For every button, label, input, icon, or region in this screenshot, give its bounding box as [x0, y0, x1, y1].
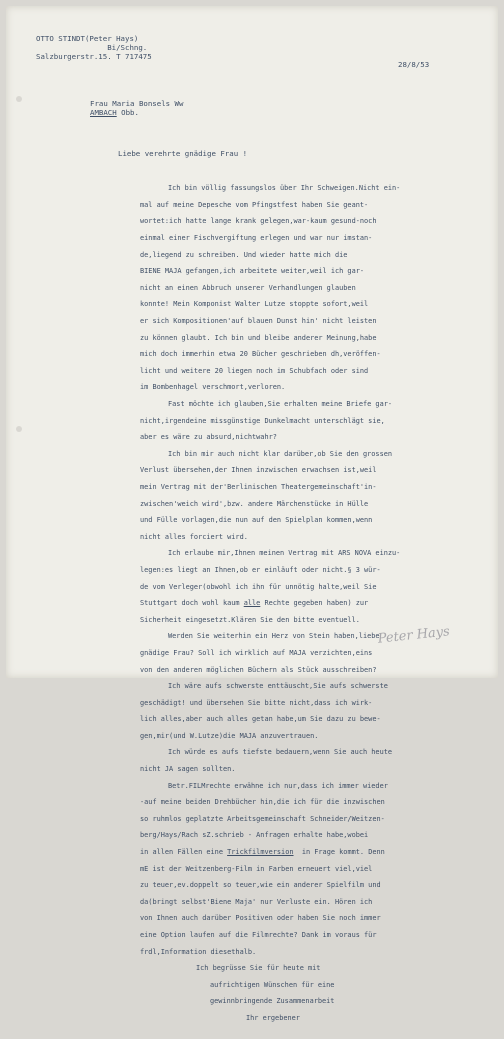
body-line: nicht alles forciert wird.	[140, 532, 248, 541]
body-line: konnte! Mein Komponist Walter Lutze stoppte sofort,weil	[140, 300, 369, 309]
body-line: er sich Kompositionen'auf blauen Dunst hin' nicht leisten	[140, 317, 377, 326]
body-line: de,liegend zu schreiben. Und wieder hatte mich die	[140, 250, 348, 259]
body-line: lich alles,aber auch alles getan habe,um Sie dazu zu bewe-	[140, 715, 381, 724]
recipient-region: Obb.	[116, 108, 139, 118]
recipient-name: Frau Maria Bonsels Ww	[90, 99, 184, 108]
body-line: Ich bin völlig fassungslos über Ihr Schweigen.Nicht ein-	[168, 184, 401, 193]
closing-line: gewinnbringende Zusammenarbeit	[210, 997, 335, 1006]
recipient-city-line	[90, 108, 183, 117]
body-line: von den anderen möglichen Büchern als Stück ausschreiben?	[140, 665, 377, 674]
body-line	[140, 848, 400, 856]
letter-page	[6, 6, 498, 1022]
punch-hole	[16, 426, 22, 432]
sender-name: OTTO STINDT(Peter Hays)	[36, 34, 139, 43]
body-line: -auf meine beiden Drehbücher hin,die ich für die inzwischen	[140, 798, 385, 807]
body-line: gnädige Frau? Soll ich wirklich auf MAJA verzichten,eins	[140, 648, 373, 657]
letterhead	[36, 34, 152, 62]
body-line: und Fülle vorlagen,die nun auf den Spielplan kommen,wenn	[140, 516, 373, 525]
body-line: BIENE MAJA gefangen,ich arbeitete weiter,weil ich gar-	[140, 267, 365, 276]
body-line: mE ist der Weitzenberg-Film in Farben erneuert viel,viel	[140, 864, 373, 873]
handwritten-signature: Peter Hays	[377, 624, 451, 647]
body-line: Verlust übersehen,der Ihnen inzwischen erwachsen ist,weil	[140, 466, 377, 475]
body-line: licht und weitere 20 liegen noch im Schubfach oder sind	[140, 366, 369, 375]
body-line: legen:es liegt an Ihnen,ob er einläuft oder nicht.§ 3 wür-	[140, 565, 381, 574]
underlined-word: Trickfilmversion	[227, 848, 294, 857]
body-line: Sicherheit eingesetzt.Klären Sie den bitte eventuell.	[140, 615, 360, 624]
body-line	[140, 599, 400, 607]
body-line: aber es wäre zu absurd,nichtwahr?	[140, 433, 277, 442]
body-text-run: Stuttgart doch wohl kaum	[140, 599, 244, 608]
body-line: berg/Hays/Rach sZ.schrieb - Anfragen erhalte habe,wobei	[140, 831, 369, 840]
underlined-word: alle	[243, 599, 261, 608]
body-line: geschädigt! und übersehen Sie bitte nicht,dass ich wirk-	[140, 698, 373, 707]
recipient-address	[90, 99, 183, 117]
body-text-run: in allen Fällen eine	[140, 848, 228, 857]
punch-hole	[16, 96, 22, 102]
body-line: eine Option laufen auf die Filmrechte? Dank im voraus für	[140, 931, 377, 940]
body-line: nicht JA sagen sollten.	[140, 765, 236, 774]
body-line: von Ihnen auch darüber Positiven oder haben Sie noch immer	[140, 914, 381, 923]
body-line: Ich erlaube mir,Ihnen meinen Vertrag mit ARS NOVA einzu-	[168, 549, 401, 558]
sender-address: Salzburgerstr.15. T 717475	[36, 52, 152, 62]
body-line: Ich wäre aufs schwerste enttäuscht,Sie aufs schwerste	[168, 682, 388, 691]
closing-line: aufrichtigen Wünschen für eine	[210, 980, 335, 989]
body-line: mich doch immerhin etwa 20 Bücher geschrieben dh,veröffen-	[140, 350, 381, 359]
body-line: Ich würde es aufs tiefste bedauern,wenn Sie auch heute	[168, 748, 393, 757]
body-line: Betr.FILMrechte erwähne ich nur,dass ich immer wieder	[168, 781, 388, 790]
letter-body	[140, 176, 400, 1039]
body-line: da(bringt selbst'Biene Maja' nur Verluste ein. Hören ich	[140, 897, 373, 906]
closing-line: Ich begrüsse Sie für heute mit	[196, 964, 321, 973]
letter-date: 28/8/53	[398, 60, 430, 69]
body-line: nicht an einen Abbruch unserer Verhandlungen glauben	[140, 283, 356, 292]
closing-line: Ihr ergebener	[246, 1013, 300, 1022]
recipient-city: AMBACH	[90, 108, 117, 118]
body-line: mein Vertrag mit der'Berlinischen Theatergemeinschaft'in-	[140, 482, 377, 491]
body-line: gen,mir(und W.Lutze)die MAJA anzuvertrauen.	[140, 731, 319, 740]
body-text-run: Rechte gegeben haben) zur	[260, 599, 369, 608]
body-line: zu teuer,ev.doppelt so teuer,wie ein anderer Spielfilm und	[140, 881, 381, 890]
body-line: so ruhmlos geplatzte Arbeitsgemeinschaft Schneider/Weitzen-	[140, 814, 385, 823]
body-line: nicht,irgendeine missgünstige Dunkelmacht unterschlägt sie,	[140, 416, 385, 425]
body-line: de vom Verleger(obwohl ich ihn für unnötig halte,weil Sie	[140, 582, 377, 591]
salutation: Liebe verehrte gnädige Frau !	[118, 149, 248, 158]
body-line: Ich bin mir auch nicht klar darüber,ob Sie den grossen	[168, 449, 393, 458]
body-line: zu können glaubt. Ich bin und bleibe anderer Meinung,habe	[140, 333, 377, 342]
body-line: Fast möchte ich glauben,Sie erhalten meine Briefe gar-	[168, 400, 393, 409]
body-text-run: in Frage kommt. Denn	[293, 848, 385, 857]
body-line: im Bombenhagel verschmort,verloren.	[140, 383, 286, 392]
body-line: Werden Sie weiterhin ein Herz von Stein haben,liebe	[168, 632, 380, 641]
sender-reference: Bi/Schng.	[36, 43, 148, 53]
body-line: wortet:ich hatte lange krank gelegen,war-kaum gesund-noch	[140, 217, 377, 226]
body-line: zwischen'weich wird',bzw. andere Märchenstücke in Hülle	[140, 499, 369, 508]
body-line: einmal einer Fischvergiftung erlegen und war nur imstan-	[140, 234, 373, 243]
body-line: frdl,Information diesethalb.	[140, 947, 257, 956]
body-line: mal auf meine Depesche vom Pfingstfest haben Sie geant-	[140, 200, 369, 209]
